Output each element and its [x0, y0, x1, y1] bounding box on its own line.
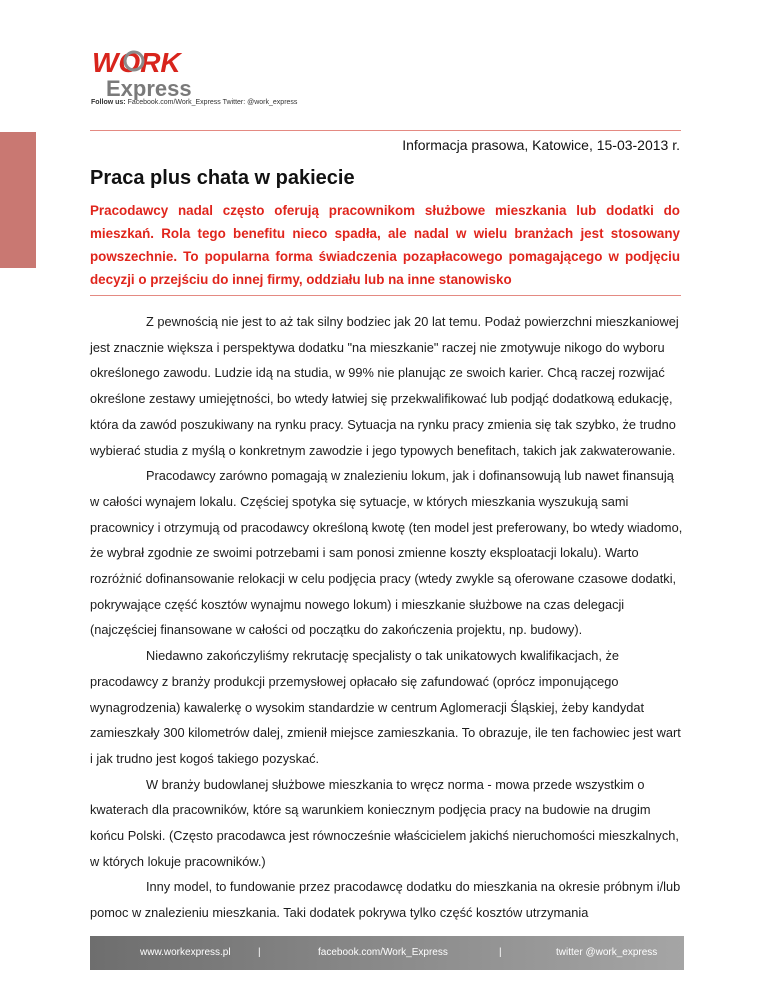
follow-us-line	[91, 99, 297, 106]
footer-separator: |	[258, 947, 261, 958]
logo-word-top: WORK	[92, 47, 181, 78]
footer-website-link[interactable]: www.workexpress.pl	[140, 947, 231, 958]
body-paragraph: Inny model, to fundowanie przez pracodawcę dodatku do mieszkania na okresie próbnym i/lub pomoc w znalezieniu mieszkania. Taki dodatek pokrywa tylko część kosztów utrzymania	[90, 879, 681, 921]
follow-label: Follow us:	[91, 99, 126, 106]
body-paragraph: Pracodawcy zarówno pomagają w znalezieniu lokum, jak i dofinansowują lub nawet finansują w całości wynajem lokalu. Częściej spotyka się sytuacje, w których mieszkania wyszukują sami pracownicy i otrzymują od pracodawcy określoną kwotę (ten model jest preferowany, bo wtedy wiadomo, że wybrał zgodnie ze swoimi potrzebami i sam ponosi zmienne koszty eksploatacji lokalu). Warto rozróżnić dofinansowanie relokacji w celu podjęcia pracy (wtedy zwykle są oferowane czasowe dodatki, pokrywające część kosztów wynajmu nowego lokum) i mieszkanie służbowe na czas delegacji (najczęściej finansowane w całości od początku do zakończenia projektu, np. budowy).	[90, 468, 683, 638]
footer-facebook-link[interactable]: facebook.com/Work_Express	[318, 947, 448, 958]
body-paragraph: Z pewnością nie jest to aż tak silny bodziec jak 20 lat temu. Podaż powierzchni mieszkaniowej jest znacznie większa i perspektywa dodatku "na mieszkanie" raczej nie zmotywuje nikogo do wyboru określonego zawodu. Ludzie idą na studia, w 99% nie planując ze swoich karier. Chcą raczej rozwijać określone zestawy umiejętności, bo wtedy łatwiej się przekwalifikować lub podjąć dodatkową edukację, która da zawód poszukiwany na rynku pracy. Sytuacja na rynku pracy zmienia się tak szybko, że trudno wybierać studia z myślą o konkretnym zawodzie i jego typowych benefitach, takich jak zakwaterowanie.	[90, 314, 679, 458]
lead-divider	[90, 295, 681, 296]
lead-paragraph: Pracodawcy nadal często oferują pracownikom służbowe mieszkania lub dodatki do mieszkań. Rola tego benefitu nieco spadła, ale nadal w wielu branżach jest stosowany powszechnie. To popularna forma świadczenia pozapłacowego pomagającego w podjęciu decyzji o przejściu do innej firmy, oddziału lub na inne stanowisko	[90, 203, 680, 287]
footer-bar	[90, 936, 684, 970]
press-info: Informacja prasowa, Katowice, 15-03-2013 r.	[402, 137, 680, 153]
follow-links[interactable]: Facebook.com/Work_Express Twitter: @work_express	[127, 99, 298, 106]
footer-twitter-link[interactable]: twitter @work_express	[556, 947, 658, 958]
page-title: Praca plus chata w pakiecie	[90, 167, 355, 189]
article-body	[90, 309, 684, 926]
side-accent-bar	[0, 132, 36, 268]
top-divider	[90, 130, 681, 131]
body-paragraph: W branży budowlanej służbowe mieszkania to wręcz norma - mowa przede wszystkim o kwaterach dla pracowników, które są warunkiem koniecznym podjęcia pracy na budowie na drugim końcu Polski. (Często pracodawca jest równocześnie właścicielem jakichś nieruchomości mieszkalnych, w których lokuje pracowników.)	[90, 776, 679, 869]
work-express-logo	[90, 42, 200, 100]
footer-separator: |	[499, 947, 502, 958]
logo-word-bottom: Express	[106, 76, 192, 100]
body-paragraph: Niedawno zakończyliśmy rekrutację specjalisty o tak unikatowych kwalifikacjach, że pracodawcy z branży produkcji przemysłowej opłacało się zafundować (oprócz imponującego wynagrodzenia) kawalerkę o wysokim standardzie w centrum Aglomeracji Śląskiej, żeby kandydat zamieszkały 300 kilometrów dalej, zmienił miejsce zamieszkania. To obrazuje, ile ten fachowiec jest wart i jak trudno jest kogoś takiego pozyskać.	[90, 648, 681, 766]
